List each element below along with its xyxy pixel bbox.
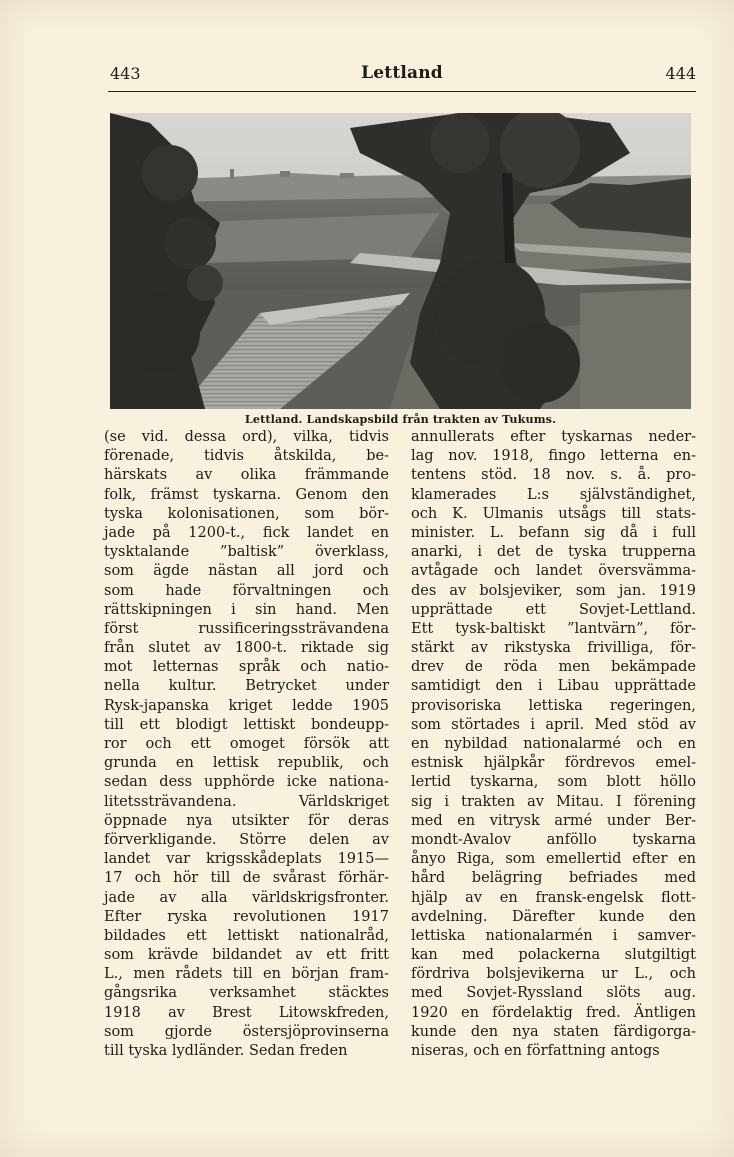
text-line: annullerats efter tyskarnas neder- [411,429,696,445]
page-number-right: 444 [665,64,696,83]
text-line: avdelning. Därefter kunde den [411,908,696,925]
text-line: förverkligande. Större delen av [104,831,389,848]
text-line: som störtades i april. Med stöd av [411,716,696,733]
text-line: som ägde nästan all jord och [104,563,389,580]
text-line: tyska kolonisationen, som bör- [104,505,389,522]
text-line: kunde den nya staten färdigorga- [411,1023,696,1040]
text-line: som gjorde östersjöprovinserna [104,1023,389,1040]
text-line: minister. L. befann sig då i full [411,524,696,541]
text-line: ror och ett omoget försök att [104,736,389,752]
text-line: som krävde bildandet av ett fritt [104,947,389,964]
text-line: landet var krigsskådeplats 1915— [104,851,389,868]
text-line: provisoriska lettiska regeringen, [411,697,696,714]
text-line: från slutet av 1800-t. riktade sig [104,640,389,657]
left-text-column [104,428,389,1061]
text-line: avtågade och landet översvämma- [411,563,696,580]
text-line: Ett tysk-baltiskt ”lantvärn”, för- [411,620,696,637]
text-line: drev de röda men bekämpade [411,659,696,676]
text-line: kan med polackerna slutgiltigt [411,947,696,964]
text-line: till ett blodigt lettiskt bondeupp- [104,716,389,733]
text-line: litetssträvandena. Världskriget [104,793,389,810]
text-line: anarki, i det de tyska trupperna [411,544,696,561]
text-line: samtidigt den i Libau upprättade [411,678,696,695]
text-line: nella kultur. Betrycket under [104,678,389,695]
text-line: med en vitrysk armé under Ber- [411,812,696,829]
text-line: des av bolsjeviker, som jan. 1919 [411,582,696,599]
text-line: Efter ryska revolutionen 1917 [104,908,389,925]
text-line: 17 och hör till de svårast förhär- [104,870,389,887]
text-line: Rysk-japanska kriget ledde 1905 [104,697,389,714]
text-line: 1918 av Brest Litowskfreden, [104,1004,389,1021]
landscape-photo [110,113,691,409]
text-line: L., men rådets till en början fram- [104,966,389,983]
landscape-photo-illustration [110,113,691,409]
text-line: först russificeringssträvandena [104,620,389,637]
text-line: mot letternas språk och natio- [104,659,389,676]
figure-caption: Lettland. Landskapsbild från trakten av Tukums. [244,412,557,426]
text-line: folk, främst tyskarna. Genom den [104,486,389,503]
page-number-left: 443 [110,64,141,83]
text-line: 1920 en fördelaktig fred. Äntligen [411,1004,696,1021]
text-line: upprättade ett Sovjet-Lettland. [411,601,696,618]
text-line: ånyo Riga, som emellertid efter en [411,851,696,868]
header-rule [108,91,696,92]
text-line: gångsrika verksamhet stäcktes [104,985,389,1002]
text-line: lag nov. 1918, fingo letterna en- [411,448,696,465]
running-header [108,62,696,88]
text-line: estnisk hjälpkår fördrevos emel- [411,755,696,772]
text-line: mondt-Avalov anföllo tyskarna [411,831,696,848]
text-line: härskats av olika främmande [104,467,389,484]
text-line: grunda en lettisk republik, och [104,755,389,772]
text-line: rättskipningen i sin hand. Men [104,601,389,618]
text-line: (se vid. dessa ord), vilka, tidvis [104,429,389,445]
page-title: Lettland [361,63,443,83]
text-line: lettiska nationalarmén i samver- [411,927,696,944]
text-line: tysktalande ”baltisk” överklass, [104,544,389,561]
text-line: en nybildad nationalarmé och en [411,736,696,752]
text-line: jade på 1200-t., fick landet en [104,524,389,541]
text-line: jade av alla världskrigsfronter. [104,889,389,906]
text-line: bildades ett lettiskt nationalråd, [104,927,389,944]
text-line: klamerades L:s självständighet, [411,486,696,503]
right-text-column [411,428,696,1061]
text-line: och K. Ulmanis utsågs till stats- [411,505,696,522]
text-line: förenade, tidvis åtskilda, be- [104,448,389,465]
text-line: lertid tyskarna, som blott höllo [411,774,696,791]
text-line: hjälp av en fransk-engelsk flott- [411,889,696,906]
text-line: med Sovjet-Ryssland slöts aug. [411,985,696,1002]
text-line: som hade förvaltningen och [104,582,389,599]
text-line: öppnade nya utsikter för deras [104,812,389,829]
text-line: niseras, och en författning antogs [411,1043,660,1059]
text-line: fördriva bolsjevikerna ur L., och [411,966,696,983]
text-line: hård belägring befriades med [411,870,696,887]
text-line: sig i trakten av Mitau. I förening [411,793,696,810]
text-line: tentens stöd. 18 nov. s. å. pro- [411,467,696,484]
text-line: sedan dess upphörde icke nationa- [104,774,389,791]
text-line: till tyska lydländer. Sedan freden [104,1043,348,1059]
text-line: stärkt av rikstyska frivilliga, för- [411,640,696,657]
